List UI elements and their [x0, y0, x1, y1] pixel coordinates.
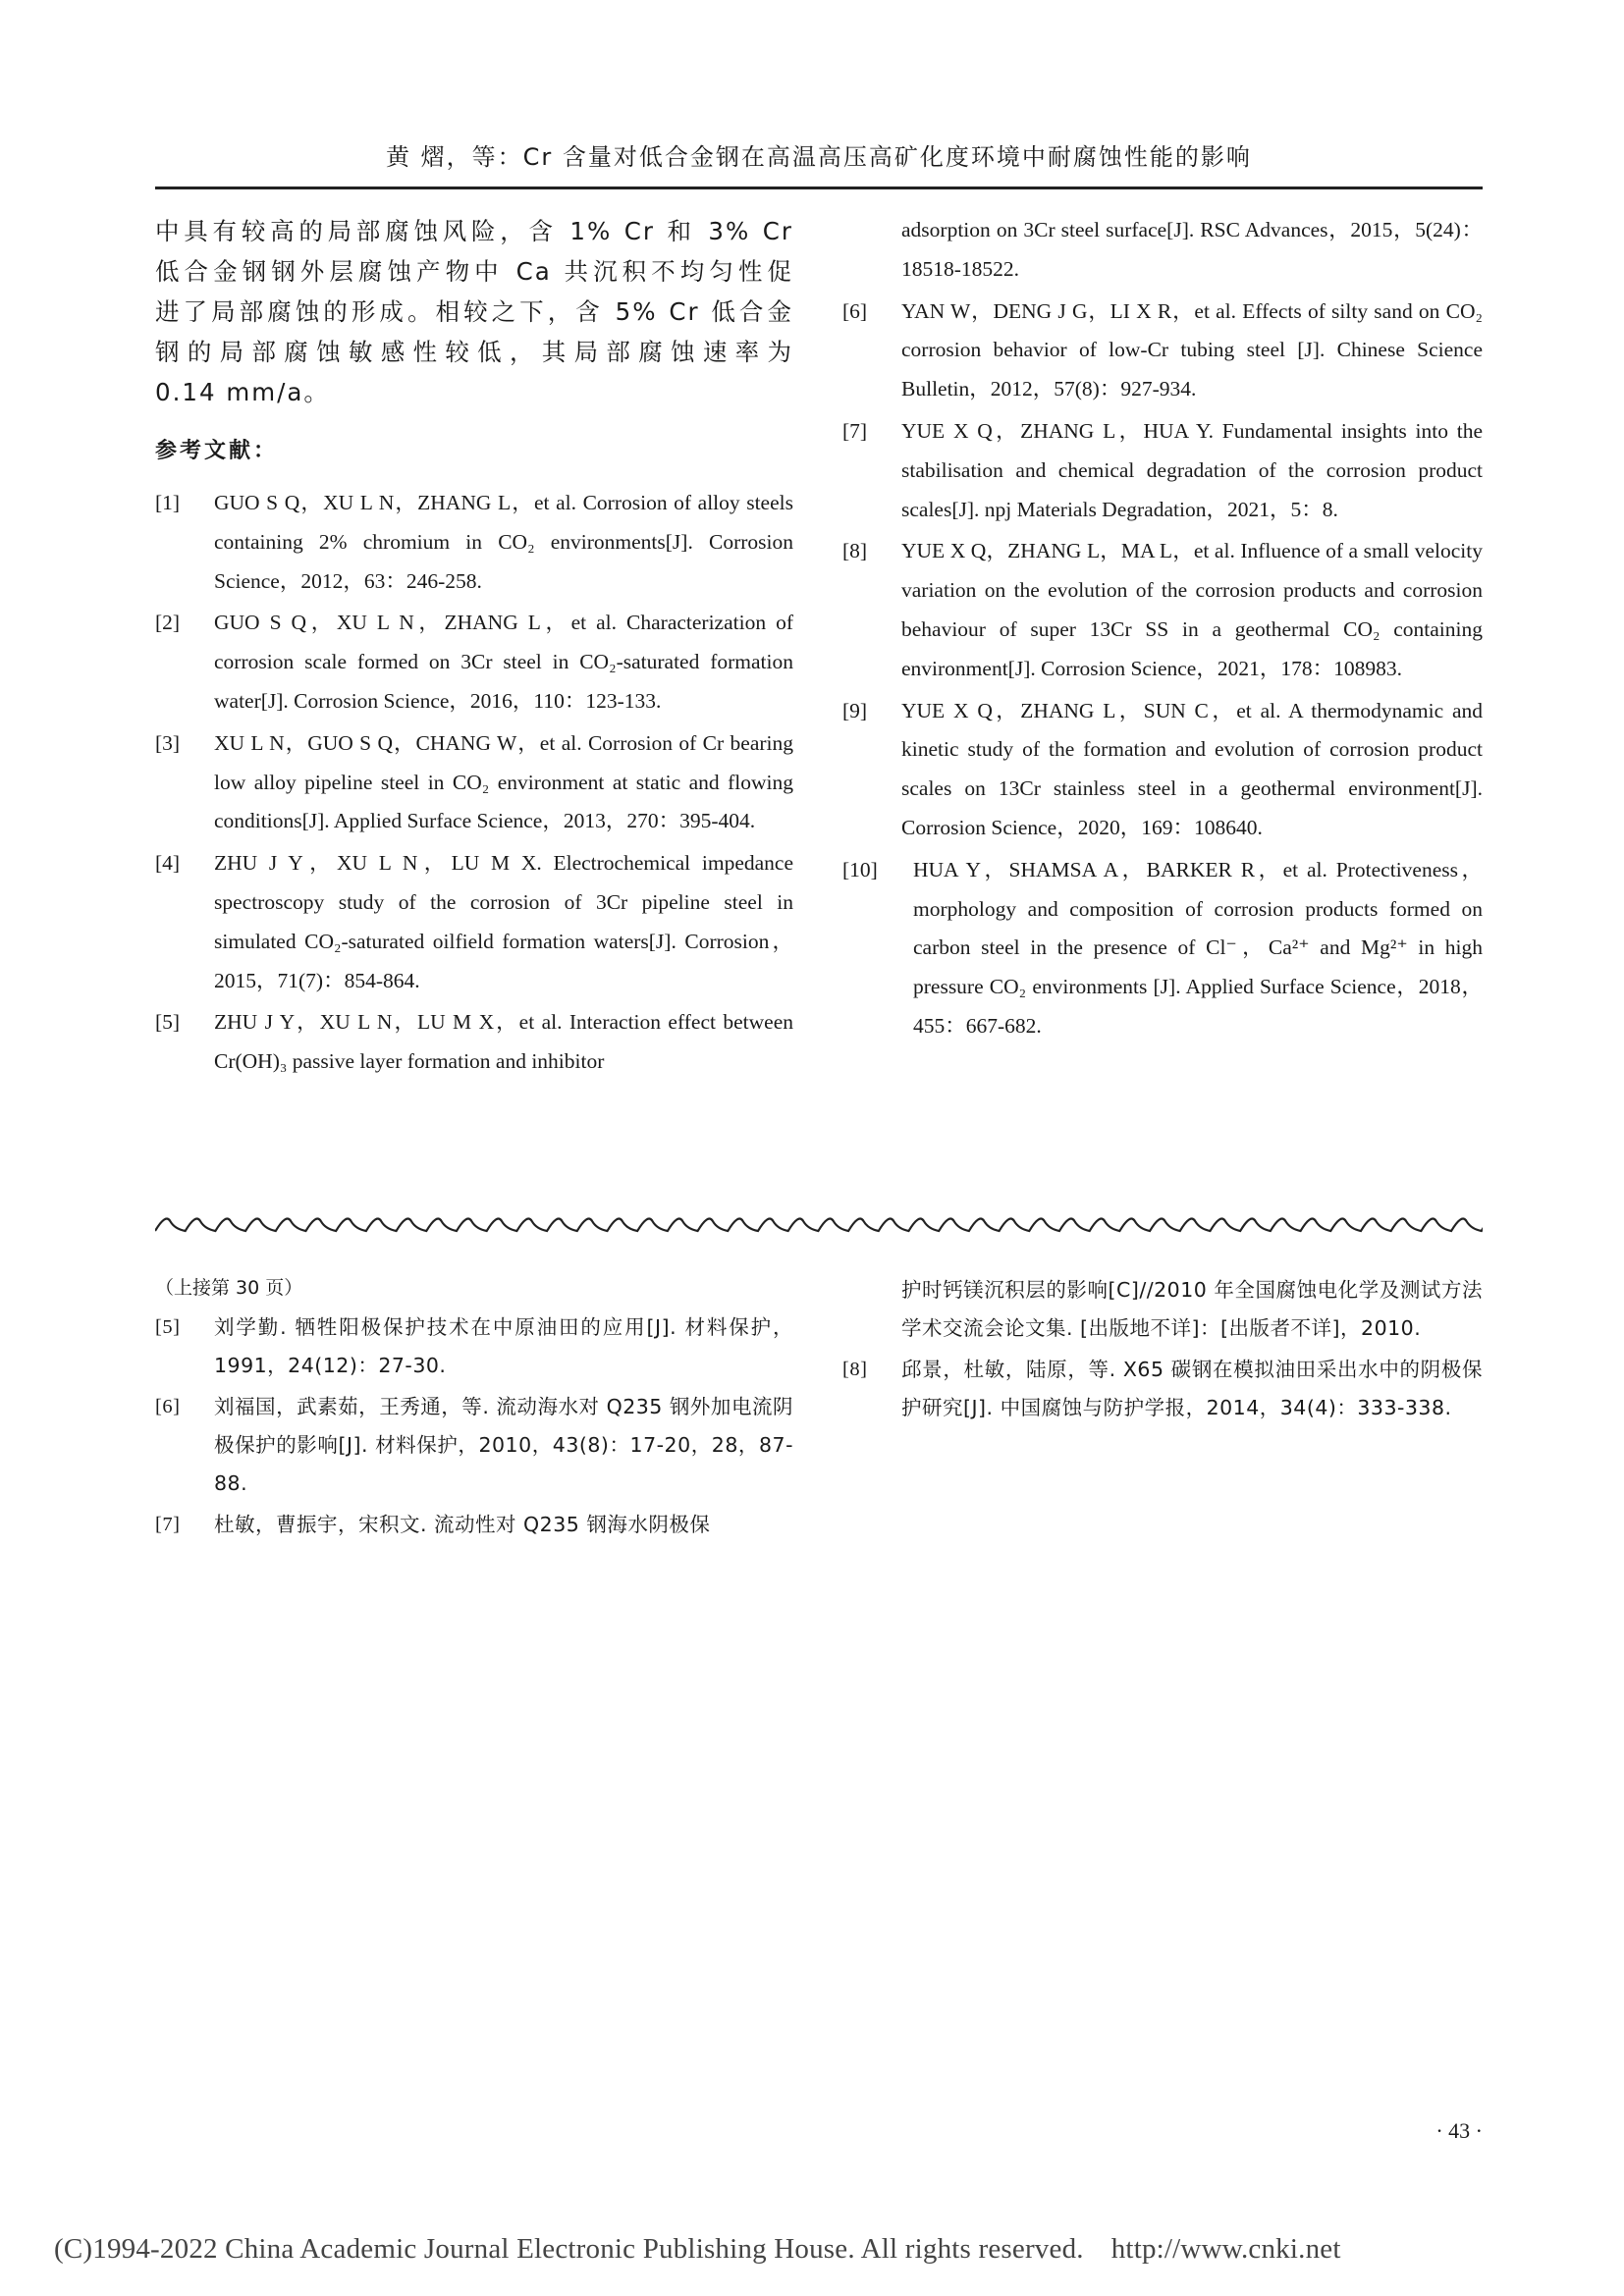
continued-from-note: （上接第 30 页） [155, 1277, 303, 1299]
website-url: http://www.cnki.net [1110, 2233, 1341, 2265]
wavy-separator [155, 1209, 1483, 1239]
reference-item [155, 604, 793, 721]
reference-text: HUA Y，SHAMSA A，BARKER R，et al. Protectiveness，morphology and composition of corrosion products formed on carbon steel in the presence of Cl⁻，Ca²⁺ and Mg²⁺ in high pressure CO₂ environments [J]. Applied Surface Science，2018，455：667-682. [913, 857, 1483, 1038]
reference-number: [9] [842, 698, 868, 722]
reference-number: [7] [842, 418, 868, 443]
reference-text: XU L N，GUO S Q，CHANG W，et al. Corrosion of Cr bearing low alloy pipeline steel in CO₂ environment at static and flowing conditions[J]. Applied Surface Science，2013，270：395-404. [214, 730, 793, 833]
reference-number: [8] [842, 1359, 868, 1380]
reference-continuation [842, 1271, 1483, 1348]
reference-number: [1] [155, 491, 181, 514]
page-number: · 43 · [1435, 2118, 1483, 2143]
reference-number: [3] [155, 730, 181, 755]
running-header: 黄 熠，等：Cr 含量对低合金钢在高温高压高矿化度环境中耐腐蚀性能的影响 [386, 143, 1252, 171]
reference-text: 邱景，杜敏，陆原，等. X65 碳钢在模拟油田采出水中的阴极保护研究[J]. 中国腐蚀与防护学报，2014，34(4)：333-338. [901, 1358, 1483, 1419]
reference-item [155, 724, 793, 841]
reference-text: YAN W，DENG J G，LI X R，et al. Effects of silty sand on CO₂ corrosion behavior of low-Cr tubing steel [J]. Chinese Science Bulletin，2012，57(8)：927-934. [901, 298, 1483, 401]
left-column-bottom [155, 1271, 793, 1547]
reference-text: adsorption on 3Cr steel surface[J]. RSC Advances，2015，5(24)：18518-18522. [901, 218, 1483, 281]
header-rule [155, 187, 1483, 189]
reference-item [842, 412, 1483, 529]
right-column-top [842, 211, 1483, 1049]
reference-number: [5] [155, 1010, 181, 1035]
reference-item [155, 1506, 793, 1544]
body-line: 0.14 mm/a。 [155, 378, 330, 406]
reference-item [155, 1308, 793, 1385]
body-line: 低合金钢钢外层腐蚀产物中 Ca 共沉积不均匀性促 [155, 257, 793, 286]
reference-text: YUE X Q，ZHANG L，MA L，et al. Influence of a small velocity variation on the evolution of the corrosion products and corrosion behaviour of super 13Cr SS in a geothermal CO₂ containing environment[J]. Corrosion Science，2021，178：108983. [901, 539, 1483, 680]
body-line: 中具有较高的局部腐蚀风险，含 1% Cr 和 3% Cr [155, 217, 793, 245]
reference-text: 护时钙镁沉积层的影响[C]//2010 年全国腐蚀电化学及测试方法学术交流会论文集. [出版地不详]：[出版者不详]，2010. [901, 1278, 1483, 1340]
reference-text: GUO S Q，XU L N，ZHANG L，et al. Characterization of corrosion scale formed on 3Cr steel in CO₂-saturated formation water[J]. Corrosion Science，2016，110：123-133. [214, 611, 793, 713]
reference-text: ZHU J Y，XU L N，LU M X. Electrochemical impedance spectroscopy study of the corrosion of 3Cr pipeline steel in simulated CO₂-saturated oilfield formation waters[J]. Corrosion，2015，71(7)：854-864. [214, 851, 793, 992]
reference-item [842, 1351, 1483, 1427]
reference-item [842, 692, 1483, 848]
reference-text: YUE X Q，ZHANG L，SUN C，et al. A thermodynamic and kinetic study of the formation and evolution of corrosion product scales on 13Cr stainless steel in a geothermal environment[J]. Corrosion Science，2020，169：108640. [901, 698, 1483, 839]
reference-text: 杜敏，曹振宇，宋积文. 流动性对 Q235 钢海水阴极保 [214, 1513, 711, 1536]
reference-number: [6] [155, 1396, 181, 1417]
body-line: 进了局部腐蚀的形成。相较之下，含 5% Cr 低合金 [155, 297, 793, 326]
copyright-footer [54, 2233, 1605, 2266]
reference-item [155, 484, 793, 601]
reference-item [842, 293, 1483, 409]
reference-text: YUE X Q，ZHANG L，HUA Y. Fundamental insights into the stabilisation and chemical degradation of the corrosion product scales[J]. npj Materials Degradation，2021，5：8. [901, 418, 1483, 521]
reference-number: [2] [155, 611, 181, 635]
reference-text: 刘学勤. 牺牲阳极保护技术在中原油田的应用[J]. 材料保护，1991，24(12)：27-30. [214, 1315, 793, 1377]
reference-number: [7] [155, 1514, 181, 1535]
reference-text: GUO S Q，XU L N，ZHANG L，et al. Corrosion of alloy steels containing 2% chromium in CO₂ environments[J]. Corrosion Science，2012，63：246-258. [214, 491, 793, 593]
reference-item [155, 1003, 793, 1082]
body-line: 钢的局部腐蚀敏感性较低，其局部腐蚀速率为 [155, 338, 793, 366]
copyright-text: (C)1994-2022 China Academic Journal Electronic Publishing House. All rights reserved. [54, 2233, 1084, 2265]
reference-item [842, 851, 1483, 1046]
reference-number: [8] [842, 539, 868, 563]
reference-number: [10] [842, 857, 878, 881]
reference-number: [6] [842, 298, 868, 323]
reference-item [155, 1388, 793, 1503]
reference-item [155, 844, 793, 1000]
conclusion-paragraph [155, 211, 793, 412]
left-column-top [155, 211, 793, 1085]
reference-text: ZHU J Y，XU L N，LU M X，et al. Interaction effect between Cr(OH)₃ passive layer formation and inhibitor [214, 1010, 793, 1074]
right-column-bottom [842, 1271, 1483, 1430]
reference-text: 刘福国，武素茹，王秀通，等. 流动海水对 Q235 钢外加电流阴极保护的影响[J]. 材料保护，2010，43(8)：17-20，28，87-88. [214, 1395, 793, 1495]
reference-list-left [155, 484, 793, 1082]
reference-item [842, 532, 1483, 688]
reference-continuation [842, 211, 1483, 290]
references-title: 参考文献： [155, 439, 279, 463]
reference-number: [4] [155, 851, 181, 876]
reference-number: [5] [155, 1316, 181, 1338]
